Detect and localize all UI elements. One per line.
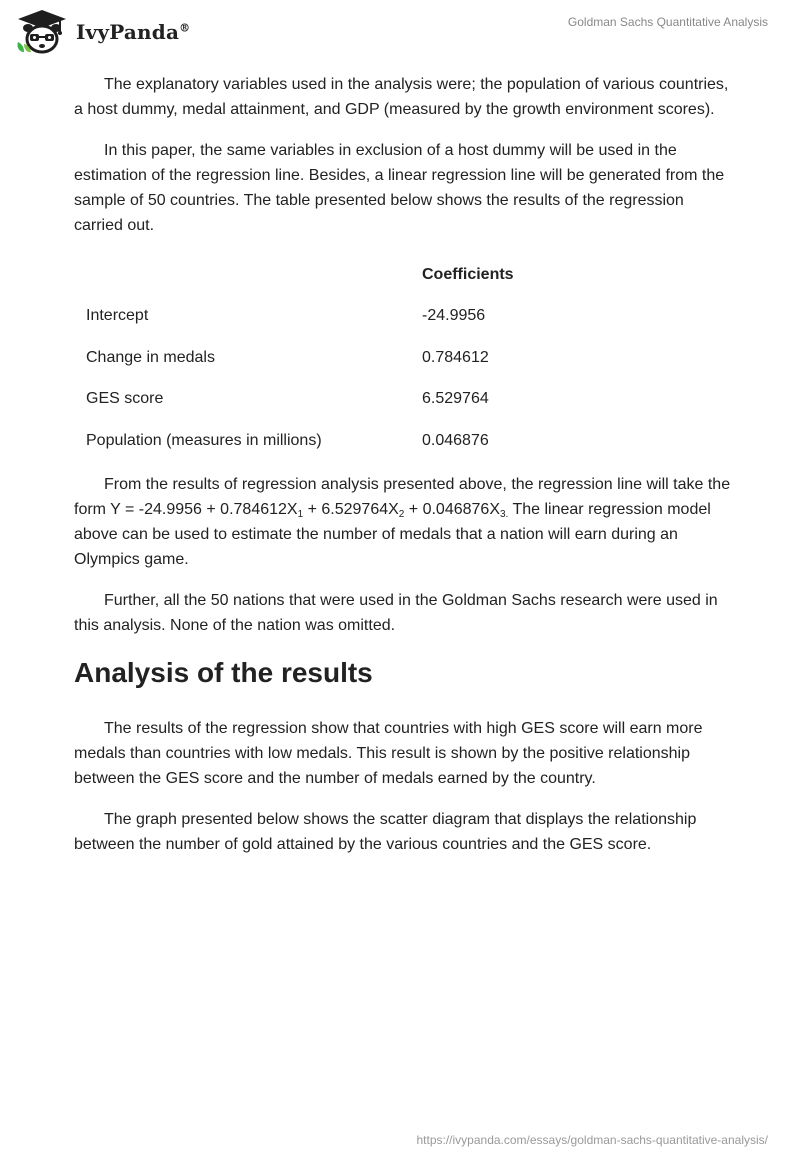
- paragraph-regression-equation: From the results of regression analysis presented above, the regression line will take the form $Y = -24.9956 + 0.784612X_1 + 6.529764X_2 + 0.046876X_{3.}$ The linear regression model above can be used to estimate the number of medals that a nation will earn during an Olympics game.: [74, 475, 731, 568]
- table-cell-coefficient: 0.046876: [422, 431, 489, 449]
- essay-body: [74, 72, 734, 873]
- paragraph-sample: Further, all the 50 nations that were used in the Goldman Sachs research were used in this analysis. None of the nation was omitted.: [74, 591, 718, 634]
- source-url-link[interactable]: https://ivypanda.com/essays/goldman-sachs-quantitative-analysis/: [416, 1133, 768, 1147]
- paragraph-graph-intro: The graph presented below shows the scatter diagram that displays the relationship between the number of gold attained by the various countries and the GES score.: [74, 810, 697, 853]
- brand-name: IvyPanda®: [76, 20, 191, 44]
- section-heading: Analysis of the results: [74, 656, 373, 688]
- table-cell-coefficient: 6.529764: [422, 390, 489, 408]
- table-cell-variable: Change in medals: [86, 348, 215, 366]
- table-cell-variable: Population (measures in millions): [86, 431, 322, 449]
- paragraph-variables: The explanatory variables used in the analysis were; the population of various countries, a host dummy, medal attainment, and GDP (measured by the growth environment scores).: [74, 76, 729, 118]
- panda-graduate-icon: [14, 8, 70, 56]
- table-cell-variable: Intercept: [86, 307, 149, 325]
- table-cell-variable: GES score: [86, 390, 164, 408]
- table-cell-coefficient: -24.9956: [422, 307, 486, 325]
- table-row: [74, 420, 724, 462]
- table-header-cell: [74, 254, 410, 296]
- table-cell-coefficient: 0.784612: [422, 348, 489, 366]
- table-row: [74, 337, 724, 379]
- document-title: Goldman Sachs Quantitative Analysis: [567, 15, 768, 29]
- table-row: [74, 296, 724, 338]
- registered-mark: ®: [179, 21, 191, 35]
- paragraph-results: The results of the regression show that countries with high GES score will earn more medals than countries with low medals. This result is shown by the positive relationship between the GES score and the number of medals earned by the country.: [74, 719, 703, 787]
- regression-table: [74, 254, 724, 462]
- ivypanda-logo[interactable]: [14, 8, 190, 56]
- table-row: [74, 379, 724, 421]
- paragraph-method: In this paper, the same variables in exclusion of a host dummy will be used in the estimation of the regression line. Besides, a linear regression line will be generated from the sample of 50 countries. The table presented below shows the results of the regression carried out.: [74, 142, 725, 234]
- table-header-cell: Coefficients: [422, 265, 514, 283]
- table-header-row: [74, 254, 724, 296]
- page-header: [0, 0, 800, 64]
